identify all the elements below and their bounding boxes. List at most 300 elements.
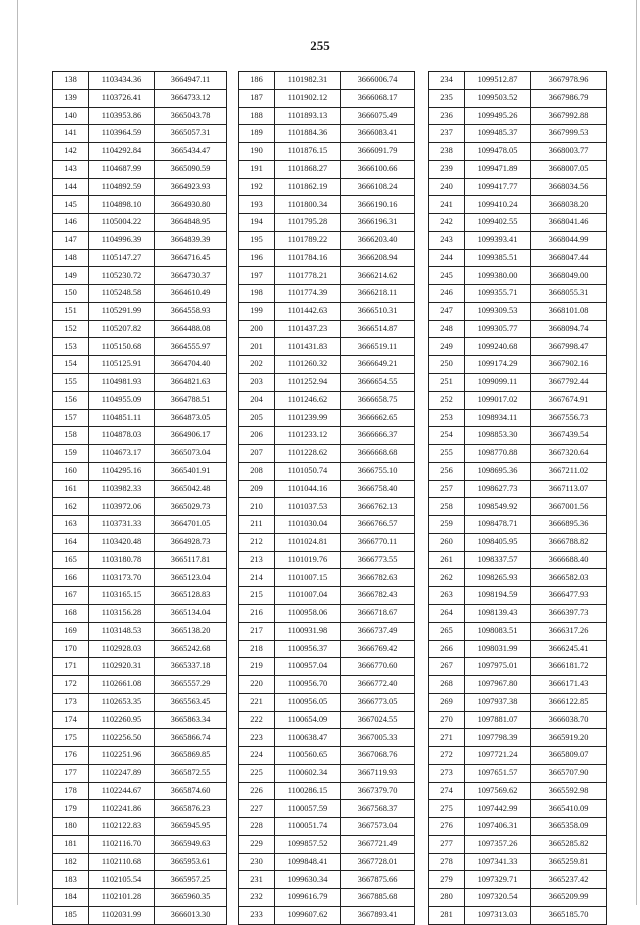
table-row xyxy=(239,107,415,125)
table-row xyxy=(429,782,607,800)
x-coordinate-cell: 1102928.03 xyxy=(89,640,155,658)
y-coordinate-cell: 3665209.99 xyxy=(531,889,607,907)
point-number-cell: 197 xyxy=(239,267,275,285)
y-coordinate-cell: 3667885.68 xyxy=(341,889,415,907)
point-number-cell: 220 xyxy=(239,676,275,694)
table-row xyxy=(429,338,607,356)
point-number-cell: 234 xyxy=(429,72,465,90)
x-coordinate-cell: 1097357.26 xyxy=(465,835,531,853)
y-coordinate-cell: 3666317.26 xyxy=(531,622,607,640)
table-row xyxy=(239,391,415,409)
table-row xyxy=(53,889,227,907)
x-coordinate-cell: 1099099.11 xyxy=(465,374,531,392)
y-coordinate-cell: 3668034.56 xyxy=(531,178,607,196)
y-coordinate-cell: 3666006.74 xyxy=(341,72,415,90)
y-coordinate-cell: 3664928.73 xyxy=(155,533,227,551)
point-number-cell: 144 xyxy=(53,178,89,196)
x-coordinate-cell: 1105150.68 xyxy=(89,338,155,356)
y-coordinate-cell: 3666772.40 xyxy=(341,676,415,694)
point-number-cell: 159 xyxy=(53,445,89,463)
point-number-cell: 244 xyxy=(429,249,465,267)
table-row xyxy=(429,302,607,320)
x-coordinate-cell: 1098194.59 xyxy=(465,587,531,605)
y-coordinate-cell: 3667001.56 xyxy=(531,498,607,516)
y-coordinate-cell: 3666091.79 xyxy=(341,143,415,161)
point-number-cell: 165 xyxy=(53,551,89,569)
x-coordinate-cell: 1101774.39 xyxy=(275,285,341,303)
x-coordinate-cell: 1100956.37 xyxy=(275,640,341,658)
table-row xyxy=(53,835,227,853)
x-coordinate-cell: 1101007.15 xyxy=(275,569,341,587)
x-coordinate-cell: 1097406.31 xyxy=(465,818,531,836)
y-coordinate-cell: 3664873.05 xyxy=(155,409,227,427)
x-coordinate-cell: 1101437.23 xyxy=(275,320,341,338)
x-coordinate-cell: 1101228.62 xyxy=(275,445,341,463)
x-coordinate-cell: 1101876.15 xyxy=(275,143,341,161)
point-number-cell: 259 xyxy=(429,516,465,534)
x-coordinate-cell: 1099380.00 xyxy=(465,267,531,285)
y-coordinate-cell: 3666181.72 xyxy=(531,658,607,676)
table-row xyxy=(53,516,227,534)
point-number-cell: 260 xyxy=(429,533,465,551)
point-number-cell: 262 xyxy=(429,569,465,587)
y-coordinate-cell: 3666654.55 xyxy=(341,374,415,392)
y-coordinate-cell: 3666108.24 xyxy=(341,178,415,196)
x-coordinate-cell: 1103165.15 xyxy=(89,587,155,605)
y-coordinate-cell: 3665410.09 xyxy=(531,800,607,818)
point-number-cell: 224 xyxy=(239,747,275,765)
table-row xyxy=(429,267,607,285)
x-coordinate-cell: 1101019.76 xyxy=(275,551,341,569)
y-coordinate-cell: 3665707.90 xyxy=(531,764,607,782)
y-coordinate-cell: 3666510.31 xyxy=(341,302,415,320)
x-coordinate-cell: 1098405.95 xyxy=(465,533,531,551)
x-coordinate-cell: 1099485.37 xyxy=(465,125,531,143)
x-coordinate-cell: 1102110.68 xyxy=(89,853,155,871)
point-number-cell: 247 xyxy=(429,302,465,320)
y-coordinate-cell: 3664730.37 xyxy=(155,267,227,285)
point-number-cell: 145 xyxy=(53,196,89,214)
point-number-cell: 200 xyxy=(239,320,275,338)
x-coordinate-cell: 1099478.05 xyxy=(465,143,531,161)
table-row xyxy=(239,498,415,516)
y-coordinate-cell: 3667068.76 xyxy=(341,747,415,765)
y-coordinate-cell: 3665953.61 xyxy=(155,853,227,871)
x-coordinate-cell: 1102653.35 xyxy=(89,693,155,711)
point-number-cell: 175 xyxy=(53,729,89,747)
y-coordinate-cell: 3665872.55 xyxy=(155,764,227,782)
y-coordinate-cell: 3667674.91 xyxy=(531,391,607,409)
table-row xyxy=(429,658,607,676)
point-number-cell: 139 xyxy=(53,89,89,107)
table-row xyxy=(53,125,227,143)
y-coordinate-cell: 3666762.13 xyxy=(341,498,415,516)
table-row xyxy=(239,445,415,463)
y-coordinate-cell: 3664733.12 xyxy=(155,89,227,107)
table-row xyxy=(53,640,227,658)
point-number-cell: 236 xyxy=(429,107,465,125)
x-coordinate-cell: 1098934.11 xyxy=(465,409,531,427)
y-coordinate-cell: 3664839.39 xyxy=(155,231,227,249)
table-row xyxy=(239,178,415,196)
table-row xyxy=(429,374,607,392)
point-number-cell: 216 xyxy=(239,604,275,622)
x-coordinate-cell: 1101233.12 xyxy=(275,427,341,445)
point-number-cell: 214 xyxy=(239,569,275,587)
y-coordinate-cell: 3665285.82 xyxy=(531,835,607,853)
table-row xyxy=(429,89,607,107)
y-coordinate-cell: 3667573.04 xyxy=(341,818,415,836)
y-coordinate-cell: 3666100.66 xyxy=(341,160,415,178)
point-number-cell: 227 xyxy=(239,800,275,818)
x-coordinate-cell: 1101795.28 xyxy=(275,214,341,232)
table-row xyxy=(53,231,227,249)
y-coordinate-cell: 3665874.60 xyxy=(155,782,227,800)
x-coordinate-cell: 1102251.96 xyxy=(89,747,155,765)
x-coordinate-cell: 1097651.57 xyxy=(465,764,531,782)
y-coordinate-cell: 3665185.70 xyxy=(531,906,607,924)
x-coordinate-cell: 1099355.71 xyxy=(465,285,531,303)
x-coordinate-cell: 1102244.67 xyxy=(89,782,155,800)
table-row xyxy=(429,320,607,338)
x-coordinate-cell: 1101037.53 xyxy=(275,498,341,516)
x-coordinate-cell: 1101982.31 xyxy=(275,72,341,90)
x-coordinate-cell: 1104996.39 xyxy=(89,231,155,249)
x-coordinate-cell: 1100051.74 xyxy=(275,818,341,836)
table-row xyxy=(429,800,607,818)
y-coordinate-cell: 3668044.99 xyxy=(531,231,607,249)
x-coordinate-cell: 1104295.16 xyxy=(89,462,155,480)
x-coordinate-cell: 1099503.52 xyxy=(465,89,531,107)
point-number-cell: 149 xyxy=(53,267,89,285)
y-coordinate-cell: 3668003.77 xyxy=(531,143,607,161)
x-coordinate-cell: 1101030.04 xyxy=(275,516,341,534)
y-coordinate-cell: 3666514.87 xyxy=(341,320,415,338)
table-row xyxy=(239,640,415,658)
y-coordinate-cell: 3667728.01 xyxy=(341,853,415,871)
point-number-cell: 193 xyxy=(239,196,275,214)
point-number-cell: 213 xyxy=(239,551,275,569)
table-row xyxy=(429,462,607,480)
table-row xyxy=(53,782,227,800)
x-coordinate-cell: 1105291.99 xyxy=(89,302,155,320)
y-coordinate-cell: 3666782.43 xyxy=(341,587,415,605)
y-coordinate-cell: 3667792.44 xyxy=(531,374,607,392)
y-coordinate-cell: 3666662.65 xyxy=(341,409,415,427)
point-number-cell: 188 xyxy=(239,107,275,125)
table-row xyxy=(239,302,415,320)
table-row xyxy=(429,622,607,640)
y-coordinate-cell: 3666190.16 xyxy=(341,196,415,214)
table-row xyxy=(429,72,607,90)
y-coordinate-cell: 3667119.93 xyxy=(341,764,415,782)
y-coordinate-cell: 3666688.40 xyxy=(531,551,607,569)
table-row xyxy=(239,249,415,267)
x-coordinate-cell: 1100286.15 xyxy=(275,782,341,800)
x-coordinate-cell: 1101260.32 xyxy=(275,356,341,374)
x-coordinate-cell: 1103173.70 xyxy=(89,569,155,587)
x-coordinate-cell: 1099385.51 xyxy=(465,249,531,267)
x-coordinate-cell: 1104878.03 xyxy=(89,427,155,445)
x-coordinate-cell: 1097313.03 xyxy=(465,906,531,924)
point-number-cell: 210 xyxy=(239,498,275,516)
x-coordinate-cell: 1103180.78 xyxy=(89,551,155,569)
point-number-cell: 154 xyxy=(53,356,89,374)
x-coordinate-cell: 1099630.34 xyxy=(275,871,341,889)
point-number-cell: 237 xyxy=(429,125,465,143)
table-row xyxy=(239,800,415,818)
point-number-cell: 140 xyxy=(53,107,89,125)
y-coordinate-cell: 3666770.11 xyxy=(341,533,415,551)
table-row xyxy=(429,871,607,889)
table-row xyxy=(429,480,607,498)
y-coordinate-cell: 3665090.59 xyxy=(155,160,227,178)
table-row xyxy=(239,747,415,765)
table-row xyxy=(53,267,227,285)
y-coordinate-cell: 3665242.68 xyxy=(155,640,227,658)
table-row xyxy=(429,285,607,303)
table-row xyxy=(239,374,415,392)
y-coordinate-cell: 3664788.51 xyxy=(155,391,227,409)
x-coordinate-cell: 1098265.93 xyxy=(465,569,531,587)
point-number-cell: 161 xyxy=(53,480,89,498)
point-number-cell: 276 xyxy=(429,818,465,836)
point-number-cell: 257 xyxy=(429,480,465,498)
y-coordinate-cell: 3665073.04 xyxy=(155,445,227,463)
table-row xyxy=(429,516,607,534)
table-row xyxy=(53,445,227,463)
point-number-cell: 238 xyxy=(429,143,465,161)
y-coordinate-cell: 3665337.18 xyxy=(155,658,227,676)
x-coordinate-cell: 1098083.51 xyxy=(465,622,531,640)
table-row xyxy=(239,871,415,889)
table-row xyxy=(53,285,227,303)
x-coordinate-cell: 1101862.19 xyxy=(275,178,341,196)
y-coordinate-cell: 3668047.44 xyxy=(531,249,607,267)
x-coordinate-cell: 1099471.89 xyxy=(465,160,531,178)
x-coordinate-cell: 1099857.52 xyxy=(275,835,341,853)
point-number-cell: 240 xyxy=(429,178,465,196)
x-coordinate-cell: 1099417.77 xyxy=(465,178,531,196)
table-row xyxy=(239,320,415,338)
y-coordinate-cell: 3666770.60 xyxy=(341,658,415,676)
x-coordinate-cell: 1103434.36 xyxy=(89,72,155,90)
y-coordinate-cell: 3666196.31 xyxy=(341,214,415,232)
point-number-cell: 178 xyxy=(53,782,89,800)
y-coordinate-cell: 3665869.85 xyxy=(155,747,227,765)
y-coordinate-cell: 3665919.20 xyxy=(531,729,607,747)
point-number-cell: 269 xyxy=(429,693,465,711)
y-coordinate-cell: 3666218.11 xyxy=(341,285,415,303)
table-row xyxy=(53,249,227,267)
y-coordinate-cell: 3666068.17 xyxy=(341,89,415,107)
table-row xyxy=(53,107,227,125)
coordinate-table-2 xyxy=(238,71,415,925)
point-number-cell: 143 xyxy=(53,160,89,178)
x-coordinate-cell: 1099495.26 xyxy=(465,107,531,125)
point-number-cell: 222 xyxy=(239,711,275,729)
table-row xyxy=(53,72,227,90)
point-number-cell: 264 xyxy=(429,604,465,622)
y-coordinate-cell: 3665042.48 xyxy=(155,480,227,498)
point-number-cell: 202 xyxy=(239,356,275,374)
table-row xyxy=(239,587,415,605)
point-number-cell: 167 xyxy=(53,587,89,605)
x-coordinate-cell: 1101024.81 xyxy=(275,533,341,551)
x-coordinate-cell: 1101007.04 xyxy=(275,587,341,605)
x-coordinate-cell: 1097442.99 xyxy=(465,800,531,818)
y-coordinate-cell: 3667568.37 xyxy=(341,800,415,818)
table-row xyxy=(53,427,227,445)
y-coordinate-cell: 3665434.47 xyxy=(155,143,227,161)
table-row xyxy=(429,196,607,214)
y-coordinate-cell: 3668094.74 xyxy=(531,320,607,338)
y-coordinate-cell: 3664610.49 xyxy=(155,285,227,303)
table-row xyxy=(239,427,415,445)
point-number-cell: 152 xyxy=(53,320,89,338)
point-number-cell: 169 xyxy=(53,622,89,640)
y-coordinate-cell: 3666203.40 xyxy=(341,231,415,249)
point-number-cell: 265 xyxy=(429,622,465,640)
point-number-cell: 199 xyxy=(239,302,275,320)
point-number-cell: 278 xyxy=(429,853,465,871)
y-coordinate-cell: 3664930.80 xyxy=(155,196,227,214)
point-number-cell: 150 xyxy=(53,285,89,303)
x-coordinate-cell: 1101442.63 xyxy=(275,302,341,320)
table-row xyxy=(239,889,415,907)
y-coordinate-cell: 3668101.08 xyxy=(531,302,607,320)
x-coordinate-cell: 1103731.33 xyxy=(89,516,155,534)
point-number-cell: 274 xyxy=(429,782,465,800)
x-coordinate-cell: 1102247.89 xyxy=(89,764,155,782)
x-coordinate-cell: 1101868.27 xyxy=(275,160,341,178)
x-coordinate-cell: 1097569.62 xyxy=(465,782,531,800)
point-number-cell: 215 xyxy=(239,587,275,605)
point-number-cell: 212 xyxy=(239,533,275,551)
point-number-cell: 142 xyxy=(53,143,89,161)
y-coordinate-cell: 3664555.97 xyxy=(155,338,227,356)
table-row xyxy=(53,338,227,356)
table-row xyxy=(53,498,227,516)
x-coordinate-cell: 1101789.22 xyxy=(275,231,341,249)
point-number-cell: 271 xyxy=(429,729,465,747)
table-row xyxy=(53,320,227,338)
coordinate-table-3 xyxy=(428,71,607,925)
table-row xyxy=(239,764,415,782)
x-coordinate-cell: 1098627.73 xyxy=(465,480,531,498)
point-number-cell: 275 xyxy=(429,800,465,818)
y-coordinate-cell: 3667211.02 xyxy=(531,462,607,480)
table-row xyxy=(239,729,415,747)
point-number-cell: 228 xyxy=(239,818,275,836)
x-coordinate-cell: 1101884.36 xyxy=(275,125,341,143)
point-number-cell: 138 xyxy=(53,72,89,90)
table-row xyxy=(53,800,227,818)
page-number: 255 xyxy=(310,38,330,53)
point-number-cell: 201 xyxy=(239,338,275,356)
x-coordinate-cell: 1099616.79 xyxy=(275,889,341,907)
point-number-cell: 239 xyxy=(429,160,465,178)
x-coordinate-cell: 1104687.99 xyxy=(89,160,155,178)
x-coordinate-cell: 1101050.74 xyxy=(275,462,341,480)
y-coordinate-cell: 3664704.40 xyxy=(155,356,227,374)
y-coordinate-cell: 3667721.49 xyxy=(341,835,415,853)
point-number-cell: 209 xyxy=(239,480,275,498)
point-number-cell: 241 xyxy=(429,196,465,214)
table-row xyxy=(429,818,607,836)
y-coordinate-cell: 3666519.11 xyxy=(341,338,415,356)
table-row xyxy=(53,374,227,392)
y-coordinate-cell: 3664716.45 xyxy=(155,249,227,267)
scan-margin-line-left xyxy=(17,0,18,905)
table-row xyxy=(239,214,415,232)
y-coordinate-cell: 3666718.67 xyxy=(341,604,415,622)
table-row xyxy=(53,356,227,374)
point-number-cell: 163 xyxy=(53,516,89,534)
point-number-cell: 177 xyxy=(53,764,89,782)
y-coordinate-cell: 3664488.08 xyxy=(155,320,227,338)
table-row xyxy=(429,498,607,516)
point-number-cell: 185 xyxy=(53,906,89,924)
x-coordinate-cell: 1102260.95 xyxy=(89,711,155,729)
y-coordinate-cell: 3666477.93 xyxy=(531,587,607,605)
y-coordinate-cell: 3665863.34 xyxy=(155,711,227,729)
y-coordinate-cell: 3666658.75 xyxy=(341,391,415,409)
x-coordinate-cell: 1102256.50 xyxy=(89,729,155,747)
table-row xyxy=(53,302,227,320)
x-coordinate-cell: 1097341.33 xyxy=(465,853,531,871)
point-number-cell: 196 xyxy=(239,249,275,267)
y-coordinate-cell: 3666171.43 xyxy=(531,676,607,694)
x-coordinate-cell: 1097975.01 xyxy=(465,658,531,676)
table-row xyxy=(429,409,607,427)
table-row xyxy=(429,231,607,249)
table-row xyxy=(429,391,607,409)
table-row xyxy=(429,676,607,694)
y-coordinate-cell: 3664701.05 xyxy=(155,516,227,534)
y-coordinate-cell: 3666397.73 xyxy=(531,604,607,622)
point-number-cell: 261 xyxy=(429,551,465,569)
point-number-cell: 211 xyxy=(239,516,275,534)
x-coordinate-cell: 1101246.62 xyxy=(275,391,341,409)
point-number-cell: 231 xyxy=(239,871,275,889)
point-number-cell: 156 xyxy=(53,391,89,409)
x-coordinate-cell: 1099393.41 xyxy=(465,231,531,249)
x-coordinate-cell: 1100956.70 xyxy=(275,676,341,694)
y-coordinate-cell: 3665117.81 xyxy=(155,551,227,569)
point-number-cell: 277 xyxy=(429,835,465,853)
table-row xyxy=(429,835,607,853)
table-row xyxy=(53,178,227,196)
x-coordinate-cell: 1100956.05 xyxy=(275,693,341,711)
point-number-cell: 263 xyxy=(429,587,465,605)
x-coordinate-cell: 1101044.16 xyxy=(275,480,341,498)
y-coordinate-cell: 3666245.41 xyxy=(531,640,607,658)
table-row xyxy=(53,196,227,214)
x-coordinate-cell: 1097721.24 xyxy=(465,747,531,765)
table-row xyxy=(239,480,415,498)
table-row xyxy=(239,143,415,161)
table-row xyxy=(53,551,227,569)
y-coordinate-cell: 3667902.16 xyxy=(531,356,607,374)
table-row xyxy=(239,676,415,694)
point-number-cell: 250 xyxy=(429,356,465,374)
x-coordinate-cell: 1104292.84 xyxy=(89,143,155,161)
x-coordinate-cell: 1099017.02 xyxy=(465,391,531,409)
table-row xyxy=(239,533,415,551)
point-number-cell: 162 xyxy=(53,498,89,516)
table-row xyxy=(429,356,607,374)
